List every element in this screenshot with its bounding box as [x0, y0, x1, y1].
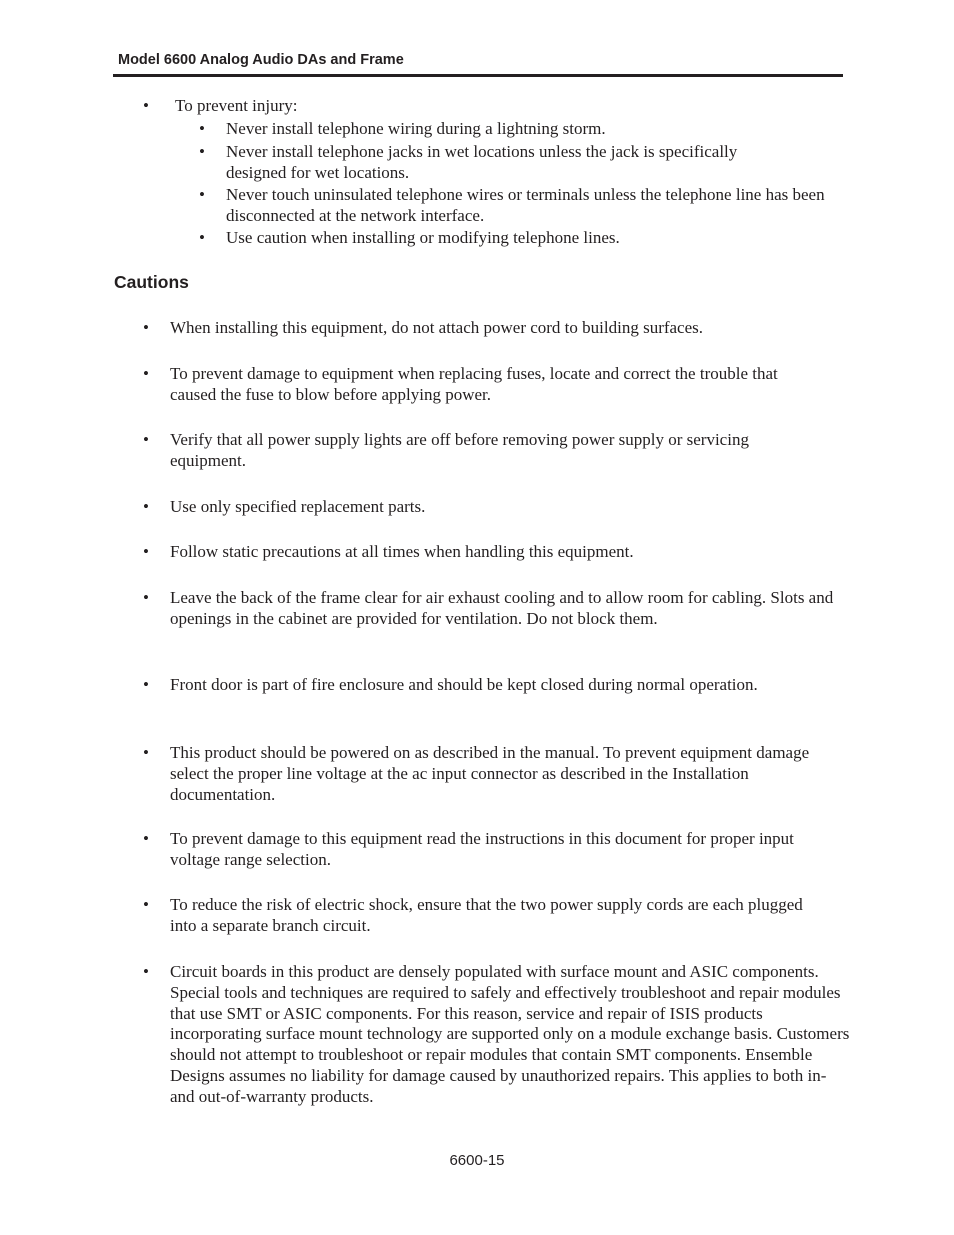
caution-item: Follow static precautions at all times when handling this equipment. — [170, 542, 634, 561]
bullet-marker: • — [143, 743, 149, 762]
caution-item: Circuit boards in this product are densely populated with surface mount and ASIC components. Special tools and techniques are required to safely and effectively troubleshoot and repair modules that use SMT or ASIC components. For this reason, service and repair of ISIS products incorporating surface mount technology are supported only on a module exchange basis. Customers should not attempt to troubleshoot or repair modules that contain SMT components. Ensemble Designs assumes no liability for damage caused by unauthorized repairs. This applies to both in- and out-of-warranty products. — [170, 962, 850, 1106]
bullet-marker: • — [143, 588, 149, 607]
caution-item: Front door is part of fire enclosure and should be kept closed during normal operation. — [170, 675, 758, 694]
bullet-marker: • — [143, 318, 149, 337]
bullet-marker: • — [199, 185, 205, 204]
cautions-heading: Cautions — [114, 272, 189, 292]
caution-item: Leave the back of the frame clear for air exhaust cooling and to allow room for cabling. Slots and openings in the cabinet are provided for ventilation. Do not block them. — [170, 588, 834, 628]
bullet-marker: • — [143, 675, 149, 694]
bullet-marker: • — [199, 119, 205, 138]
header-rule — [113, 74, 843, 77]
bullet-marker: • — [143, 497, 149, 516]
caution-item: To prevent damage to this equipment read the instructions in this document for proper input voltage range selection. — [170, 829, 794, 869]
bullet-marker: • — [143, 895, 149, 914]
bullet-marker: • — [143, 430, 149, 449]
bullet-marker: • — [199, 228, 205, 247]
injury-item: Never install telephone jacks in wet locations unless the jack is specifically designed for wet locations. — [226, 142, 738, 182]
caution-item: Use only specified replacement parts. — [170, 497, 426, 516]
injury-item: Never install telephone wiring during a lightning storm. — [226, 119, 606, 138]
bullet-marker: • — [199, 142, 205, 161]
caution-item: To prevent damage to equipment when replacing fuses, locate and correct the trouble that caused the fuse to blow before applying power. — [170, 364, 778, 404]
caution-item: When installing this equipment, do not attach power cord to building surfaces. — [170, 318, 704, 337]
bullet-marker: • — [143, 96, 149, 115]
bullet-marker: • — [143, 829, 149, 848]
page-header-title: Model 6600 Analog Audio DAs and Frame — [118, 52, 404, 68]
injury-item: Never touch uninsulated telephone wires or terminals unless the telephone line has been disconnected at the network interface. — [226, 185, 825, 225]
bullet-marker: • — [143, 962, 149, 981]
bullet-marker: • — [143, 542, 149, 561]
bullet-marker: • — [143, 364, 149, 383]
injury-item: Use caution when installing or modifying telephone lines. — [226, 228, 620, 247]
caution-item: Verify that all power supply lights are off before removing power supply or servicing equipment. — [170, 430, 749, 470]
injury-intro: To prevent injury: — [175, 96, 298, 115]
page-number: 6600-15 — [449, 1152, 505, 1169]
caution-item: To reduce the risk of electric shock, ensure that the two power supply cords are each plugged into a separate branch circuit. — [170, 895, 803, 935]
caution-item: This product should be powered on as described in the manual. To prevent equipment damage select the proper line voltage at the ac input connector as described in the Installation documentation. — [170, 743, 810, 804]
